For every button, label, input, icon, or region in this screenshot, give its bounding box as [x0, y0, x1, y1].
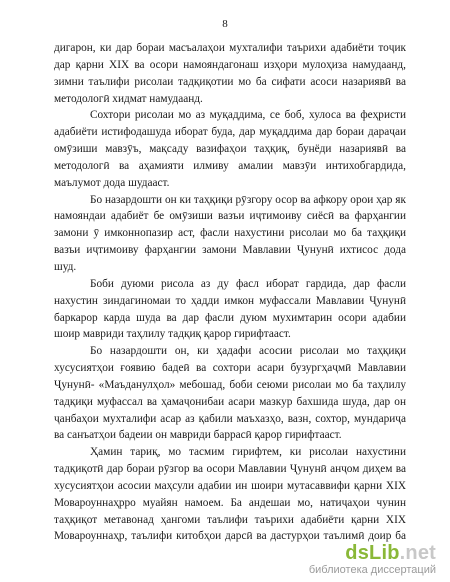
logo-name: dsLib: [345, 542, 400, 564]
text-line: Мовароуннаҳрро муайян намоем. Ба андешаи мо, натиҷаҳои чунин: [54, 496, 406, 509]
text-line: Сохтори рисолаи мо аз муқаддима, се боб, хулоса ва феҳристи: [90, 109, 406, 122]
text-line: Боби дуюми рисола аз ду фасл иборат гардида, дар фасли: [90, 277, 406, 290]
text-line: ҷанбаҳои мухталифи асар аз қабили маъхазҳо, вазн, сохтор, мундариҷа: [54, 412, 406, 425]
text-line: Мовароуннаҳр, таълифи китобҳои дарсӣ ва дастурҳои таълимӣ доир ба: [54, 530, 406, 543]
dslib-logo: [309, 542, 436, 564]
paragraph-4: [54, 276, 406, 343]
paragraph-6: [54, 444, 406, 545]
watermark-subtitle: библиотека диссертаций: [308, 564, 436, 576]
text-line: дар қарни XIX ва осори намояндагонаш изҳори мулоҳиза намудаанд,: [54, 58, 406, 71]
text-line: методологӣ хидмат намудаанд.: [54, 92, 203, 105]
text-line: таҳқиқот метавонад ҳангоми таълифи таърихи адабиёти қарни XIX: [54, 513, 406, 526]
text-line: адабиёти истифодашуда иборат буда, дар муқаддима дар бораи дараҷаи: [54, 126, 406, 139]
text-line: баркарор карда шуда ва дар фасли дуюм мухимтарин осори адабии: [54, 311, 406, 324]
text-line: намояндаи адабиёт бе омӯзиши вазъи иҷтимоиву сиёсӣ ва фарҳангии: [54, 210, 406, 223]
paragraph-2: [54, 107, 406, 191]
text-line: вазъи иҷтимоиву фарҳангии замони Мавлавии Ҷунунӣ ихтисос дода: [54, 244, 406, 257]
text-line: хусусиятҳои асосии маҳсули адабии ин шоири мутасаввифи қарни XIX: [54, 479, 406, 492]
document-body: [54, 40, 406, 545]
text-line: омӯзиши мавзӯъ, мақсаду вазифаҳои таҳқиқ, бунёди назариявӣ ва: [54, 143, 406, 156]
paragraph-1: [54, 40, 406, 107]
text-line: Бо назардошти он, ки ҳадафи асосии рисолаи мо таҳқиқи: [90, 345, 406, 358]
text-line: методологӣ ва аҳамияти илмиву амалии мавзӯи интихобгардида,: [54, 159, 406, 172]
logo-domain: .net: [399, 542, 436, 564]
text-line: замони ӯ имконнопазир аст, фасли нахустини рисолаи мо ба таҳқиқи: [54, 227, 406, 240]
text-line: Ҷунунӣ- «Маъданулҳол» мебошад, боби сеюми рисолаи мо ба таҳлилу: [54, 378, 406, 391]
paragraph-3: [54, 192, 406, 276]
text-line: ва санъатҳои бадеии он мавриди баррасӣ қарор гирифтааст.: [54, 429, 342, 442]
text-line: Бо назардошти он ки таҳқиқи рӯзгору осор ва афкору орои ҳар як: [90, 193, 406, 206]
text-line: зимни таълифи рисолаи тадқиқотии мо ба сифати асоси назариявӣ ва: [54, 75, 406, 88]
paragraph-5: [54, 343, 406, 444]
text-line: тадқиқи муфассал ва ҳамаҷонибаи асари мазкур бахшида шуда, дар он: [54, 395, 406, 408]
dslib-watermark: [309, 542, 436, 576]
text-line: хусусиятҳои ғоявию бадеӣ ва сохтори асари бузургҳаҷмӣ Мавлавии: [54, 362, 406, 375]
text-line: нахустин зиндагиномаи то ҳадди имкон муфассали Мавлавии Ҷунунӣ: [54, 294, 406, 307]
text-line: Ҳамин тариқ, мо тасмим гирифтем, ки рисолаи нахустини: [90, 446, 406, 459]
text-line: тадқиқотӣ дар бораи рӯзгор ва осори Мавлавии Ҷунунӣ анҷом диҳем ва: [54, 463, 406, 476]
text-line: шоир мавриди таҳлилу тадқиқ қарор гирифтааст.: [54, 328, 291, 341]
page-number: 8: [222, 18, 228, 30]
text-line: шуд.: [54, 260, 77, 273]
text-line: дигарон, ки дар бораи масъалаҳои мухталифи таърихи адабиёти тоҷик: [54, 42, 406, 54]
text-line: маълумот дода шудааст.: [54, 176, 170, 189]
